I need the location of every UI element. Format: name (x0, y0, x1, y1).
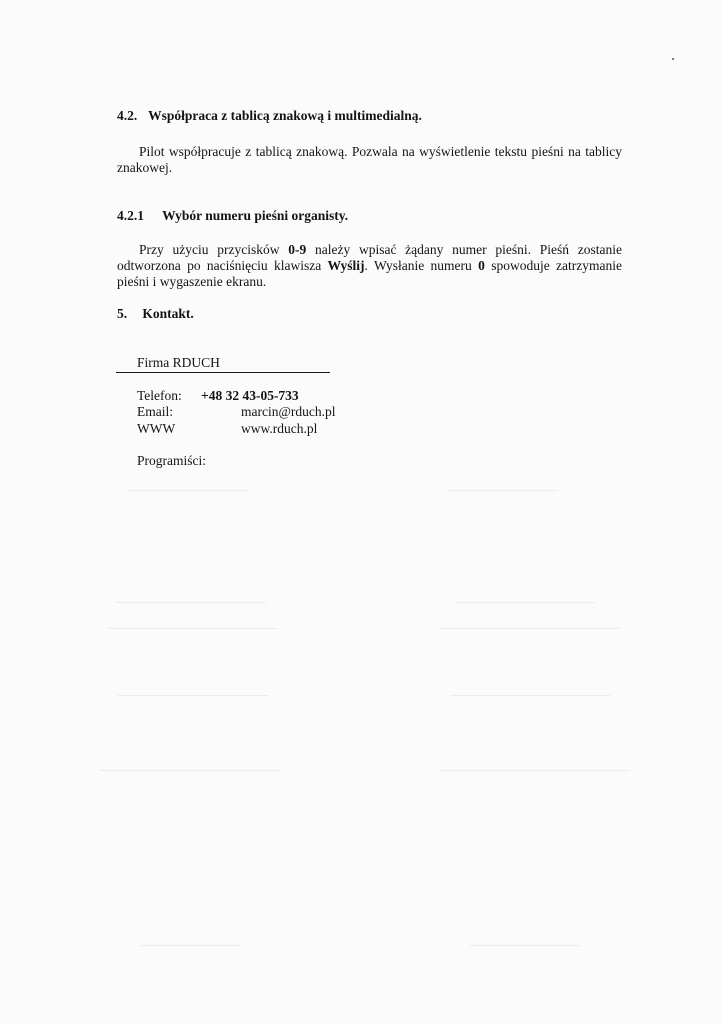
show-through-line (440, 628, 620, 629)
show-through-line (118, 695, 268, 696)
show-through-line (108, 628, 278, 629)
section-4-2-heading (117, 108, 422, 124)
www-label: WWW (137, 421, 176, 436)
section-title: Wybór numeru pieśni organisty. (162, 208, 349, 223)
section-title: Współpraca z tablicą znakową i multimedialną. (148, 108, 422, 123)
show-through-line (440, 770, 630, 771)
paper-speck (672, 58, 674, 60)
show-through-line (455, 602, 595, 603)
email-label: Email: (137, 404, 173, 419)
programmers-label: Programiści: (137, 453, 206, 468)
section-number: 4.2. (117, 108, 138, 123)
send-key-name: Wyślij (327, 258, 365, 273)
section-4-2-paragraph: Pilot współpracuje z tablicą znakową. Pozwala na wyświetlenie tekstu pieśni na tablicy znakowej. (117, 144, 622, 175)
keys-range: 0-9 (288, 242, 307, 257)
paragraph-text: Przy użyciu przycisków (139, 242, 289, 257)
section-number: 4.2.1 (117, 208, 144, 223)
section-number: 5. (117, 306, 128, 321)
paragraph-text: należy wpisać żądany numer pieśni. Pieśń zostanie odtworzona po naciśnięciu klawisza (117, 242, 622, 273)
show-through-line (470, 945, 580, 946)
show-through-line (100, 770, 280, 771)
phone-value: +48 32 43-05-733 (201, 388, 299, 403)
show-through-line (140, 945, 240, 946)
phone-label: Telefon: (137, 388, 182, 403)
paragraph-text: spowoduje zatrzymanie pieśni i wygaszenie ekranu. (117, 258, 622, 289)
section-4-2-1-paragraph (117, 242, 622, 290)
section-4-2-1-heading (117, 208, 348, 224)
show-through-line (116, 602, 266, 603)
section-title: Kontakt. (142, 306, 194, 321)
show-through-line (448, 490, 558, 491)
paragraph-text: . Wysłanie numeru (364, 258, 479, 273)
show-through-line (128, 490, 248, 491)
firm-name: Firma RDUCH (137, 355, 220, 370)
zero-number: 0 (478, 258, 485, 273)
email-value: marcin@rduch.pl (241, 404, 336, 419)
section-5-heading (117, 306, 194, 322)
show-through-line (450, 695, 610, 696)
firm-underline (116, 372, 330, 373)
www-value: www.rduch.pl (241, 421, 318, 436)
